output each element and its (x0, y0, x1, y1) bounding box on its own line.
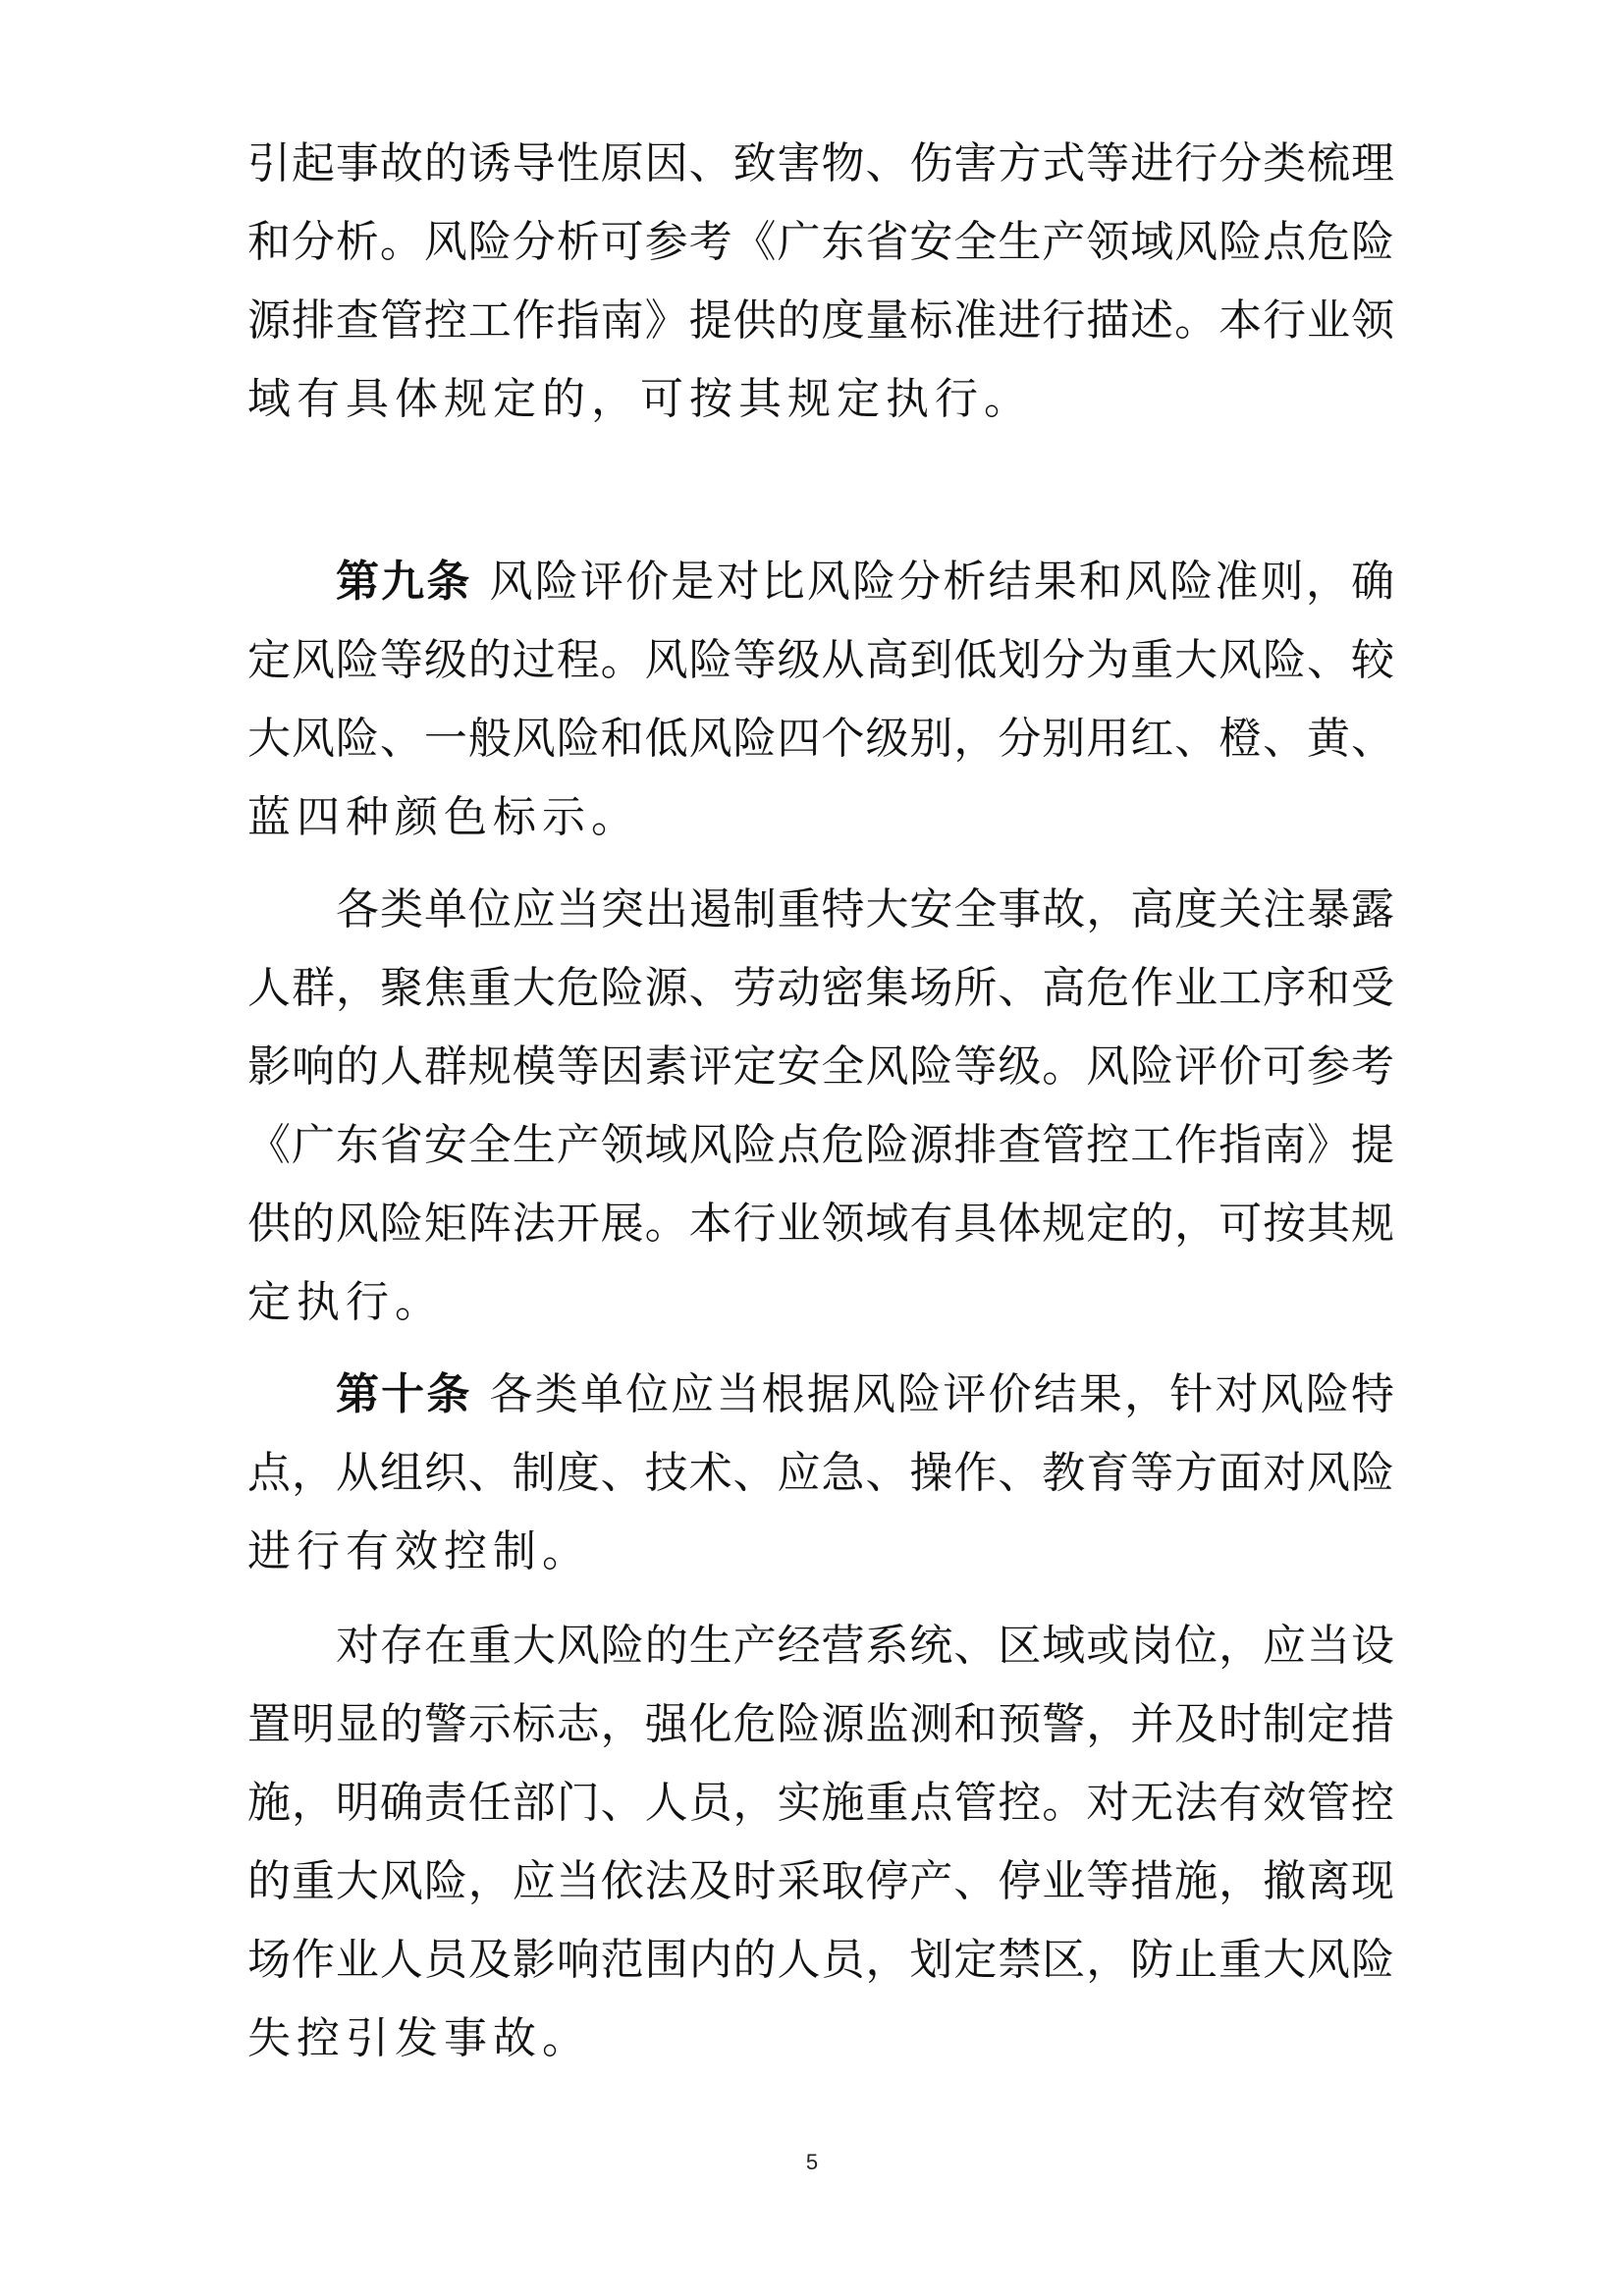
article-10-first-line (336, 1351, 1394, 1439)
paragraph-line: 引起事故的诱导性原因、致害物、伤害方式等进行分类梳理 (247, 138, 1394, 188)
paragraph-line: 施，明确责任部门、人员，实施重点管控。对无法有效管控 (247, 1778, 1394, 1828)
paragraph-line: 和分析。风险分析可参考《广东省安全生产领域风险点危险 (247, 217, 1394, 267)
paragraph-line: 各类单位应当突出遏制重特大安全事故，高度关注暴露 (336, 884, 1394, 934)
paragraph-line: 场作业人员及影响范围内的人员，划定禁区，防止重大风险 (247, 1935, 1394, 1985)
paragraph-line: 人群，聚焦重大危险源、劳动密集场所、高危作业工序和受 (247, 963, 1394, 1013)
paragraph-line: 的重大风险，应当依法及时采取停产、停业等措施，撤离现 (247, 1856, 1394, 1906)
paragraph-line: 大风险、一般风险和低风险四个级别，分别用红、橙、黄、 (247, 714, 1394, 764)
paragraph-line: 定风险等级的过程。风险等级从高到低划分为重大风险、较 (247, 635, 1394, 685)
paragraph-line: 源排查管控工作指南》提供的度量标准进行描述。本行业领 (247, 295, 1394, 346)
paragraph-line: 定执行。 (247, 1277, 444, 1327)
paragraph-line: 影响的人群规模等因素评定安全风险等级。风险评价可参考 (247, 1041, 1394, 1092)
page-number: 5 (805, 2150, 819, 2174)
paragraph-line: 失控引发事故。 (247, 2013, 591, 2063)
article-10-text: 各类单位应当根据风险评价结果，针对风险特 (489, 1369, 1394, 1419)
paragraph-line: 对存在重大风险的生产经营系统、区域或岗位，应当设 (336, 1621, 1394, 1671)
paragraph-line: 点，从组织、制度、技术、应急、操作、教育等方面对风险 (247, 1448, 1394, 1498)
article-9-first-line (336, 538, 1394, 626)
paragraph-line: 供的风险矩阵法开展。本行业领域有具体规定的，可按其规 (247, 1199, 1394, 1249)
paragraph-line: 蓝四种颜色标示。 (247, 792, 640, 842)
paragraph-line: 置明显的警示标志，强化危险源监测和预警，并及时制定措 (247, 1699, 1394, 1749)
article-9-label: 第九条 (336, 557, 472, 607)
paragraph-line: 进行有效控制。 (247, 1526, 591, 1576)
article-10-label: 第十条 (336, 1369, 472, 1419)
article-9-text: 风险评价是对比风险分析结果和风险准则，确 (489, 557, 1394, 607)
paragraph-line: 域有具体规定的，可按其规定执行。 (247, 374, 1033, 424)
paragraph-line: 《广东省安全生产领域风险点危险源排查管控工作指南》提 (247, 1120, 1394, 1170)
